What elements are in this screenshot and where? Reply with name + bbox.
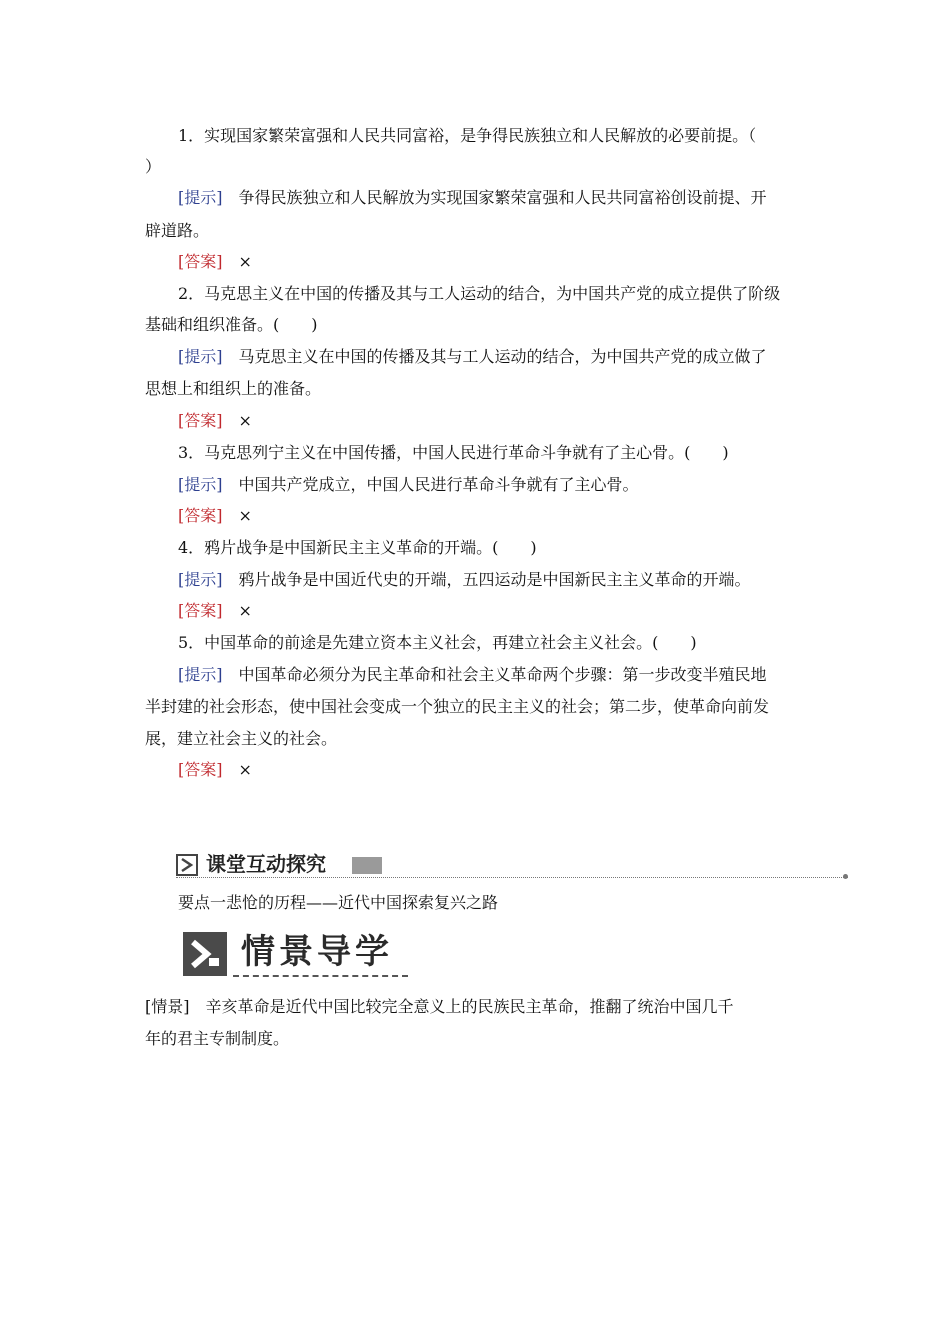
hint-2-line-2: 思想上和组织上的准备。 (145, 379, 322, 398)
section-header (176, 850, 848, 880)
hint-2-line-1: [提示] 马克思主义在中国的传播及其与工人运动的结合，为中国共产党的成立做了 (178, 347, 767, 366)
hint-tag: [提示] (178, 665, 223, 684)
hint-tag: [提示] (178, 347, 223, 366)
question-3-line-1: 3．马克思列宁主义在中国传播，中国人民进行革命斗争就有了主心骨。( ) (178, 443, 729, 462)
subheader (183, 930, 413, 978)
subheader-title: 情景导学 (241, 932, 393, 972)
chevron-right-icon (183, 932, 227, 976)
answer-5: [答案] × (178, 760, 252, 779)
hint-tag: [提示] (178, 570, 223, 589)
hint-tag: [提示] (178, 188, 223, 207)
answer-2: [答案] × (178, 411, 252, 430)
hint-5-line-1: [提示] 中国革命必须分为民主革命和社会主义革命两个步骤：第一步改变半殖民地 (178, 665, 767, 684)
answer-3: [答案] × (178, 506, 252, 525)
answer-1: [答案] × (178, 252, 252, 271)
question-5-line-1: 5．中国革命的前途是先建立资本主义社会，再建立社会主义社会。( ) (178, 633, 697, 652)
answer-tag: [答案] (178, 760, 223, 779)
hint-5-line-2: 半封建的社会形态，使中国社会变成一个独立的民主主义的社会；第二步，使革命向前发 (145, 697, 770, 716)
question-2-line-1: 2．马克思主义在中国的传播及其与工人运动的结合，为中国共产党的成立提供了阶级 (178, 284, 781, 303)
key-point-title: 要点一悲怆的历程——近代中国探索复兴之路 (178, 893, 499, 912)
arrow-icon (176, 854, 198, 876)
section-header-bar (352, 857, 382, 874)
hint-tag: [提示] (178, 475, 223, 494)
answer-tag: [答案] (178, 506, 223, 525)
hint-3-line-1: [提示] 中国共产党成立，中国人民进行革命斗争就有了主心骨。 (178, 475, 639, 494)
answer-tag: [答案] (178, 252, 223, 271)
question-1-line-1: 1．实现国家繁荣富强和人民共同富裕，是争得民族独立和人民解放的必要前提。（ (178, 126, 757, 145)
hint-5-line-3: 展，建立社会主义的社会。 (145, 729, 338, 748)
hint-1-line-2: 辟道路。 (145, 221, 210, 240)
section-title: 课堂互动探究 (206, 852, 326, 876)
scenario-line-2: 年的君主专制制度。 (145, 1029, 290, 1048)
question-4-line-1: 4．鸦片战争是中国新民主主义革命的开端。( ) (178, 538, 537, 557)
answer-tag: [答案] (178, 411, 223, 430)
hint-1-line-1: [提示] 争得民族独立和人民解放为实现国家繁荣富强和人民共同富裕创设前提、开 (178, 188, 767, 207)
answer-tag: [答案] (178, 601, 223, 620)
question-2-line-2: 基础和组织准备。( ) (145, 315, 318, 334)
question-1-line-2: ） (145, 157, 162, 176)
hint-4-line-1: [提示] 鸦片战争是中国近代史的开端，五四运动是中国新民主主义革命的开端。 (178, 570, 751, 589)
divider-end-dot (843, 874, 848, 879)
answer-4: [答案] × (178, 601, 252, 620)
section-divider (176, 877, 848, 878)
scenario-line-1: [情景] 辛亥革命是近代中国比较完全意义上的民族民主革命，推翻了统治中国几千 (145, 997, 734, 1016)
scenario-tag: [情景] (145, 997, 190, 1016)
subheader-dash-underline (233, 975, 408, 977)
